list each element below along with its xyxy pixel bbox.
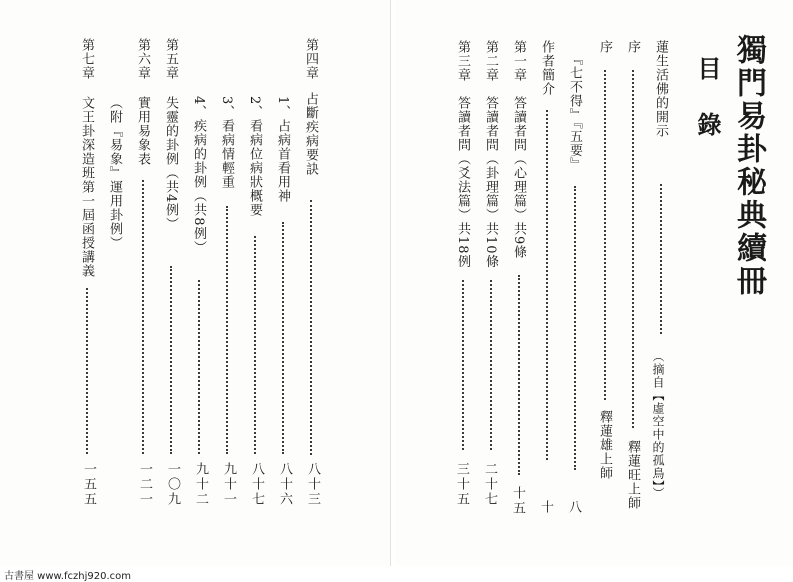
watermark-footer: 古書屋 www.fczhj920.com <box>4 571 131 582</box>
book-title: 獨門易卦秘典續冊 <box>731 34 766 298</box>
section-2: 2、看病位病狀概要 <box>247 96 262 218</box>
section-1: 1、占病首看用神 <box>275 96 290 204</box>
leader-dots <box>310 200 312 455</box>
page-number: 一〇九 <box>165 462 180 507</box>
leader-dots <box>254 236 256 454</box>
page-number: 八 <box>566 500 581 515</box>
preface-2-author: 釋蓮雄上師 <box>597 410 612 480</box>
leader-dots <box>546 110 548 460</box>
lotus-teaching-title: 蓮生活佛的開示 <box>653 40 668 138</box>
leader-dots <box>462 280 464 450</box>
page-number: 一五五 <box>81 462 96 507</box>
page-number: 八十三 <box>305 462 320 507</box>
chapter-3: 第三章 答讀者問（爻法篇）共18例 <box>455 40 470 269</box>
page-number: 十 <box>538 500 553 515</box>
seven-five-entry: 『七不得』『五要』 <box>567 52 582 172</box>
chapter-2: 第二章 答讀者問（卦理篇）共10條 <box>483 40 498 269</box>
chapter-6-title: 實用易象表 <box>135 96 150 166</box>
page-number: 八十七 <box>249 462 264 507</box>
page-number: 一二一 <box>137 462 152 507</box>
left-page <box>0 0 391 566</box>
preface-1-author: 釋蓮旺上師 <box>625 440 640 510</box>
toc-heading-2: 錄 <box>693 112 721 136</box>
chapter-7-label: 第七章 <box>79 38 94 80</box>
preface-1: 序 <box>625 40 640 54</box>
section-3: 3、看病情輕重 <box>219 96 234 190</box>
leader-dots <box>604 70 606 400</box>
preface-2: 序 <box>597 40 612 54</box>
chapter-4-label: 第四章 <box>303 38 318 80</box>
leader-dots <box>490 280 492 450</box>
about-author: 作者簡介 <box>539 40 554 96</box>
leader-dots <box>660 184 662 334</box>
page-number: 二十七 <box>482 462 497 507</box>
leader-dots <box>282 222 284 454</box>
chapter-5-title: 失靈的卦例（共4例） <box>163 96 178 232</box>
leader-dots <box>518 275 520 475</box>
right-page <box>396 0 793 566</box>
page-number: 八十六 <box>277 462 292 507</box>
leader-dots <box>574 186 576 470</box>
page-number: 十五 <box>510 486 525 516</box>
page-number: 九十二 <box>193 462 208 507</box>
page-number: 三十五 <box>454 462 469 507</box>
leader-dots <box>198 280 200 454</box>
chapter-1: 第一章 答讀者問（心理篇）共9條 <box>511 40 526 260</box>
chapter-5-label: 第五章 <box>163 38 178 80</box>
leader-dots <box>632 70 634 428</box>
chapter-7-title: 文王卦深造班第一屆函授講義 <box>79 96 94 278</box>
section-4: 4、疾病的卦例（共8例） <box>191 96 206 255</box>
chapter-6-label: 第六章 <box>135 38 150 80</box>
page-number: 九十一 <box>221 462 236 507</box>
leader-dots <box>170 266 172 454</box>
chapter-4-title: 占斷疾病要訣 <box>303 92 318 176</box>
toc-heading: 目 <box>693 56 721 80</box>
lotus-teaching-source: （摘自【虛空中的孤鳥】） <box>651 350 665 500</box>
leader-dots <box>142 180 144 454</box>
leader-dots <box>86 288 88 454</box>
leader-dots <box>226 206 228 454</box>
chapter-6-subtitle: （附『易象』運用卦例） <box>107 96 122 250</box>
